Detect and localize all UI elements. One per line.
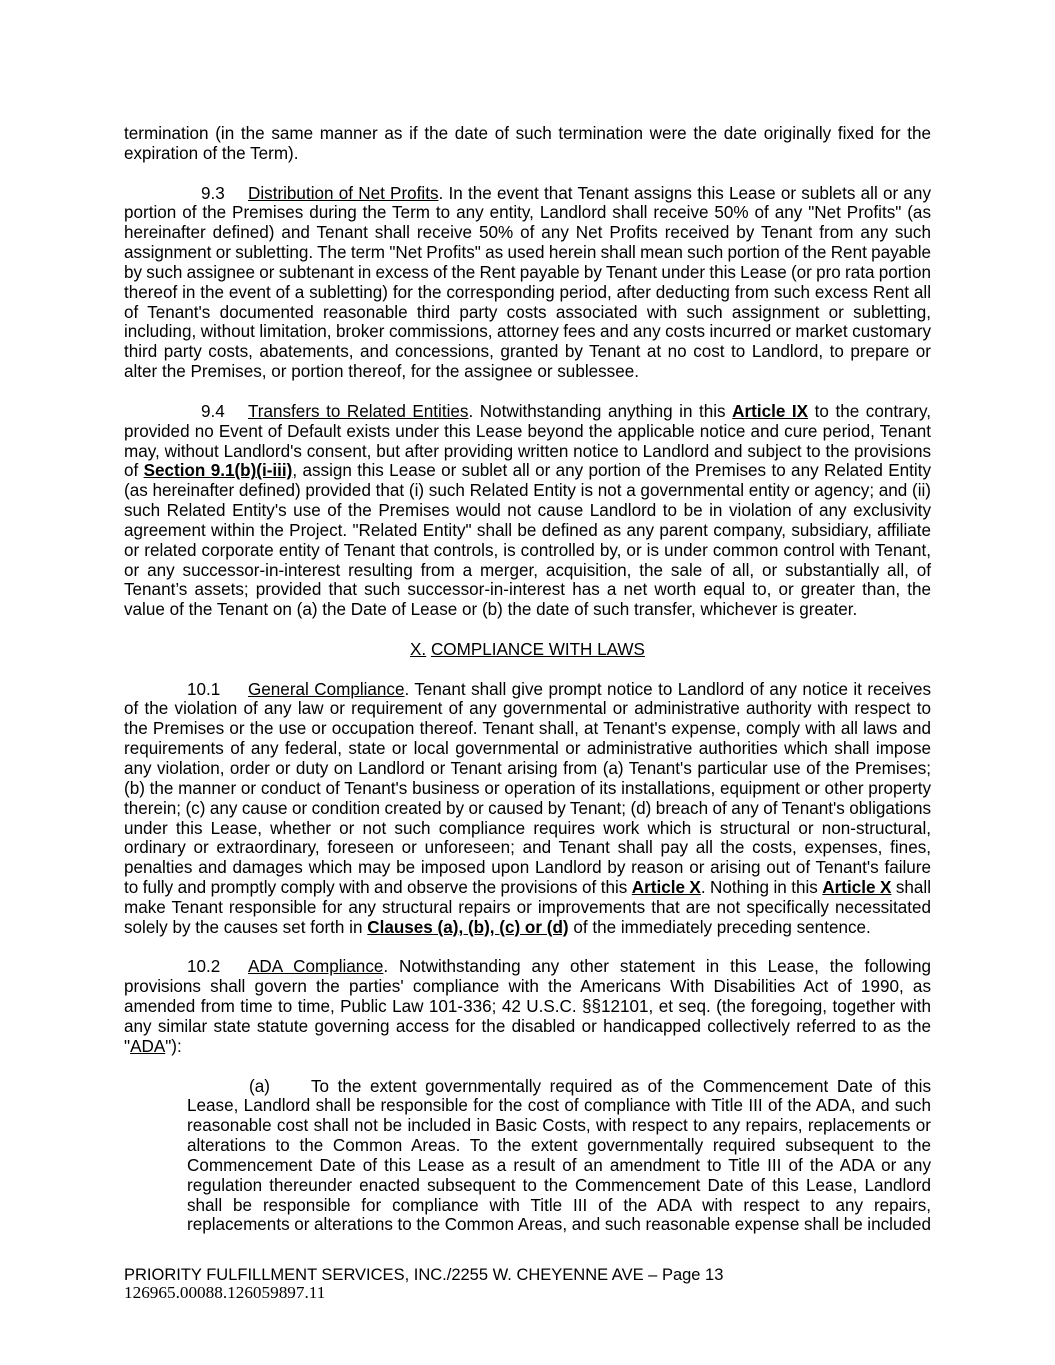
text-run: (b) the manner or conduct of Tenant's business or operation of its installations, equipment or other property [124, 778, 931, 798]
cross-reference: Section 9.1(b)(i-iii) [143, 461, 293, 481]
text-line [124, 997, 931, 1017]
text-run: assignment or subletting. The term "Net Profits" as used herein shall mean such portion of the Rent payable [124, 243, 931, 263]
line-content [124, 759, 931, 779]
line-content [187, 1116, 931, 1136]
text-line [124, 501, 931, 521]
line-content [124, 858, 931, 878]
underlined-term: General Compliance [248, 679, 405, 699]
text-line [124, 561, 931, 581]
line-content [124, 442, 931, 462]
text-run: value of the Tenant on (a) the Date of Lease or (b) the date of such transfer, whichever is greater. [124, 600, 858, 620]
line-content [124, 144, 299, 164]
text-run: To the extent governmentally required as of the Commencement Date of this [311, 1076, 931, 1096]
text-line [124, 422, 931, 442]
text-line [124, 838, 931, 858]
line-content [410, 640, 645, 660]
line-content [124, 521, 931, 541]
text-run: shall be responsible for compliance with Title III of the ADA with respect to any repairs, [187, 1195, 931, 1215]
line-content [124, 699, 931, 719]
cross-reference: Article X [631, 878, 701, 898]
text-run: requirements of any federal, state or local governmental or administrative authorities which shall impose [124, 739, 931, 759]
text-line [187, 1196, 931, 1216]
text-run: therein; (c) any cause or condition created by or caused by Tenant; (d) breach of any of Tenant's obligations [124, 798, 932, 818]
text-run: . Nothing in this [700, 878, 823, 898]
section-10-2-paragraph [124, 957, 931, 1056]
section-number: 10.1 [187, 679, 221, 699]
text-run: of the immediately preceding sentence. [568, 917, 871, 937]
text-line [187, 1176, 931, 1196]
line-content [124, 977, 931, 997]
text-run: Commencement Date of this Lease as a result of an amendment to Title III of the ADA or any [187, 1155, 931, 1175]
line-content [124, 481, 931, 501]
text-line [124, 243, 931, 263]
cross-reference: Clauses (a), (b), (c) or (d) [367, 917, 569, 937]
text-line [124, 600, 931, 620]
line-content [187, 1096, 931, 1116]
underlined-term: Distribution of Net Profits [248, 183, 439, 203]
document-body [124, 124, 931, 1255]
line-content [124, 283, 931, 303]
text-run: portion of the Premises during the Term to any entity, Landlord shall receive 50% of any "Net Profits" (as [124, 203, 931, 223]
underlined-term: Transfers to Related Entities [248, 401, 469, 421]
text-line [124, 402, 931, 422]
text-run: amended from time to time, Public Law 101-336; 42 U.S.C. §§12101, et seq. (the foregoing, together with [124, 997, 931, 1017]
line-content [124, 422, 931, 442]
line-content [187, 1077, 931, 1097]
text-run: reasonable cost shall not be included in Basic Costs, with respect to any repairs, replacements or [187, 1116, 931, 1136]
text-run: or any successor-in-interest resulting from a merger, acquisition, the sale of all, or substantially all, of [124, 560, 931, 580]
text-line [124, 819, 931, 839]
text-line [124, 541, 931, 561]
line-content [124, 263, 931, 283]
text-run: provided no Event of Default exists under this Lease beyond the applicable notice and cure period, Tenant [124, 421, 931, 441]
text-line [124, 719, 931, 739]
text-line [124, 461, 931, 481]
text-line [187, 1116, 931, 1136]
text-line [187, 1156, 931, 1176]
text-line [124, 1017, 931, 1037]
text-line [124, 878, 931, 898]
line-content [124, 362, 639, 382]
line-content [124, 878, 931, 898]
text-line [124, 640, 931, 660]
text-line [124, 739, 931, 759]
text-line [124, 303, 931, 323]
text-run: the Premises or the use or occupation thereof. Tenant shall, at Tenant's expense, comply with all laws and [124, 719, 931, 739]
line-content [187, 1176, 931, 1196]
text-line [187, 1077, 931, 1097]
text-run: third party costs, abatements, and concessions, granted by Tenant at no cost to Landlord, to prepare or [124, 342, 931, 362]
text-line [124, 799, 931, 819]
text-run: . Notwithstanding any other statement in this Lease, the following [383, 957, 931, 977]
text-run: Lease, Landlord shall be responsible for the cost of compliance with Title III of the ADA, and such [187, 1096, 931, 1116]
line-content [187, 1215, 931, 1235]
line-content [124, 461, 931, 481]
text-line [124, 144, 931, 164]
line-content [124, 819, 931, 839]
text-run: shall [891, 878, 931, 898]
section-9-4-paragraph [124, 402, 931, 620]
subsection-number: (a) [249, 1076, 270, 1096]
line-content [124, 918, 871, 938]
text-line [187, 1136, 931, 1156]
text-line [124, 759, 931, 779]
section-10-1-paragraph [124, 680, 931, 938]
text-line [124, 680, 931, 700]
line-content [124, 541, 931, 561]
text-run: expiration of the Term). [124, 143, 299, 163]
text-run: ordinary or extraordinary, foreseen or unforeseen; and Tenant shall pay all the costs, expenses, fines, [124, 838, 931, 858]
line-content [124, 997, 931, 1017]
text-run: provisions shall govern the parties' compliance with the Americans With Disabilities Act of 1990, as [124, 977, 931, 997]
cross-reference: Article X [822, 878, 892, 898]
line-content [124, 739, 931, 759]
text-run: to the contrary, [808, 401, 932, 421]
line-content [124, 342, 931, 362]
text-run: " [124, 1036, 131, 1056]
line-content [124, 184, 931, 204]
line-content [124, 501, 931, 521]
line-content [124, 1017, 931, 1037]
underlined-term: ADA Compliance [248, 957, 384, 977]
text-line [124, 521, 931, 541]
underlined-term: ADA [130, 1036, 166, 1056]
text-line [124, 362, 931, 382]
text-run: "): [165, 1036, 182, 1056]
text-line [124, 263, 931, 283]
line-content [124, 124, 931, 144]
text-run: . Tenant shall give prompt notice to Landlord of any notice it receives [404, 679, 932, 699]
text-line [124, 124, 931, 144]
text-line [124, 779, 931, 799]
text-run: . Notwithstanding anything in this [468, 401, 733, 421]
cross-reference: Article IX [732, 401, 809, 421]
text-run: or related corporate entity of Tenant that controls, is controlled by, or is under common control with Tenant, [124, 540, 931, 560]
text-line [124, 184, 931, 204]
line-content [124, 402, 931, 422]
text-run: of [124, 461, 144, 481]
footer-document-id: 126965.00088.126059897.11 [124, 1283, 326, 1302]
text-run: make Tenant responsible for any structural repairs or improvements that are not specifically necessitated [124, 897, 931, 917]
text-run: under this Lease, whether or not such compliance requires work which is structural or non-structural, [124, 818, 931, 838]
line-content [124, 838, 931, 858]
continuation-paragraph [124, 124, 931, 164]
article-heading [124, 640, 931, 660]
text-run: any violation, order or duty on Landlord or Tenant arising from (a) Tenant's particular use of the Premises; [124, 759, 931, 778]
line-content [124, 957, 931, 977]
text-run: (as hereinafter defined) provided that (i) such Related Entity is not a governmental entity or agency; and (ii) [124, 481, 931, 501]
line-content [124, 1037, 182, 1057]
text-line [124, 481, 931, 501]
article-title: COMPLIANCE WITH LAWS [430, 639, 645, 659]
text-run: Tenant’s assets; provided that such successor-in-interest has a net worth equal to, or greater than, the [124, 580, 931, 600]
text-run: regulation thereunder enacted subsequent to the Commencement Date of this Lease, Landlord [187, 1175, 931, 1195]
text-run: including, without limitation, broker commissions, attorney fees and any costs incurred or market customary [124, 322, 931, 342]
line-content [124, 322, 931, 342]
section-9-3-paragraph [124, 184, 931, 382]
text-run: hereinafter defined) and Tenant shall receive 50% of any Net Profits received by Tenant from any such [124, 223, 931, 243]
text-line [124, 322, 931, 342]
text-run: agreement within the Project. "Related Entity" shall be defined as any parent company, subsidiary, affiliate [124, 520, 931, 540]
text-run: solely by the causes set forth in [124, 917, 368, 937]
line-content [124, 719, 931, 739]
text-line [187, 1096, 931, 1116]
line-content [124, 779, 931, 799]
line-content [124, 223, 931, 243]
section-number: 9.4 [201, 401, 225, 421]
text-run: any similar state statute governing access for the disabled or handicapped collectively referred to as the [124, 1016, 931, 1036]
text-run: thereof in the event of a subletting) for the corresponding period, after deducting from such excess Rent all [124, 282, 931, 302]
line-content [187, 1156, 931, 1176]
line-content [124, 243, 931, 263]
line-content [124, 303, 931, 323]
text-run: alterations to the Common Areas. To the extent governmentally required subsequent to the [187, 1136, 931, 1156]
text-line [124, 283, 931, 303]
line-content [124, 203, 931, 223]
line-content [124, 680, 931, 700]
text-line [124, 858, 931, 878]
text-line [187, 1215, 931, 1235]
line-content [187, 1136, 931, 1156]
text-run: alter the Premises, or portion thereof, for the assignee or sublessee. [124, 362, 639, 382]
text-run: to fully and promptly comply with and observe the provisions of this [124, 878, 632, 898]
text-run: termination (in the same manner as if the date of such termination were the date originally fixed for the [124, 124, 931, 143]
text-run: . In the event that Tenant assigns this Lease or sublets all or any [438, 183, 931, 203]
text-line [124, 342, 931, 362]
text-line [124, 977, 931, 997]
text-run: replacements or alterations to the Common Areas, and such reasonable expense shall be included [187, 1215, 931, 1235]
line-content [124, 600, 857, 620]
text-line [124, 1037, 931, 1057]
text-run: penalties and damages which may be imposed upon Landlord by reason or arising out of Tenant's failure [124, 858, 931, 878]
section-number: 9.3 [201, 183, 225, 203]
text-run: , assign this Lease or sublet all or any portion of the Premises to any Related Entity [292, 461, 931, 481]
text-run: of Tenant's documented reasonable third party costs associated with such assignment or subletting, [124, 302, 931, 322]
line-content [187, 1196, 931, 1216]
section-number: 10.2 [187, 957, 221, 977]
line-content [124, 561, 931, 581]
footer-company-line: PRIORITY FULFILLMENT SERVICES, INC./2255 W. CHEYENNE AVE – Page 13 [124, 1266, 724, 1284]
text-line [124, 957, 931, 977]
text-line [124, 699, 931, 719]
text-line [124, 442, 931, 462]
line-content [124, 799, 931, 819]
text-run: of the violation of any law or requirement of any governmental or administrative authority with respect to [124, 699, 931, 719]
text-line [124, 918, 931, 938]
article-title: X. [410, 639, 427, 659]
text-run: by such assignee or subtenant in excess of the Rent payable by Tenant under this Lease (or pro rata portion [124, 262, 931, 282]
subsection-a-paragraph [187, 1077, 931, 1236]
text-run: may, without Landlord's consent, but after providing written notice to Landlord and subject to the provisions [124, 441, 931, 461]
line-content [124, 898, 931, 918]
text-line [124, 223, 931, 243]
line-content [124, 580, 931, 600]
text-line [124, 898, 931, 918]
text-line [124, 203, 931, 223]
text-line [124, 580, 931, 600]
text-run: such Related Entity's use of the Premises would not cause Landlord to be in violation of any exclusivity [124, 501, 931, 521]
